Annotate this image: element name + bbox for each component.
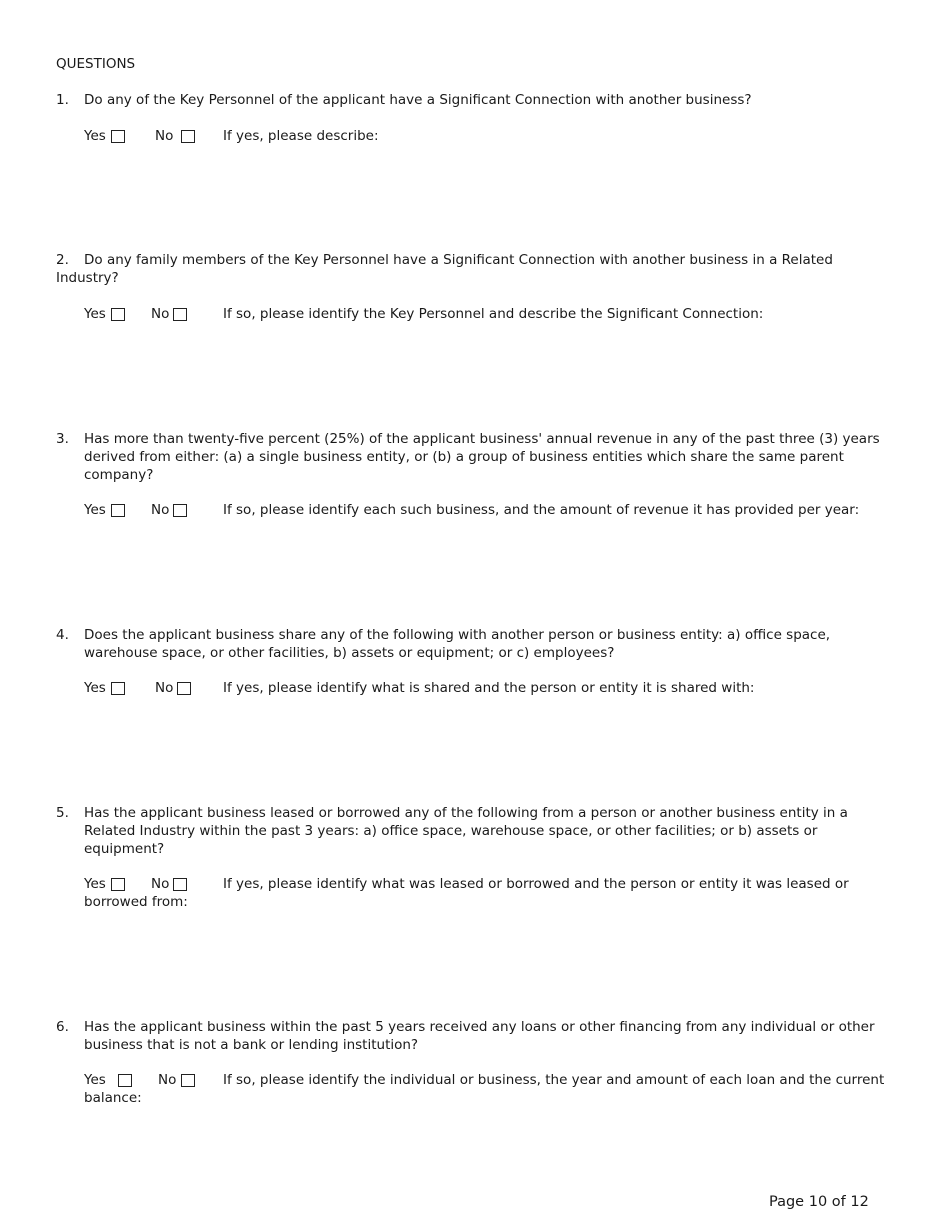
yes-label: Yes bbox=[84, 876, 106, 892]
yes-checkbox[interactable] bbox=[111, 308, 125, 321]
question-text: Does the applicant business share any of the following with another person or business entity: a) office space, warehouse space, or other facilities, b) assets or equipment; or c) employees? bbox=[84, 627, 831, 661]
question-text: Has the applicant business within the past 5 years received any loans or other financing from any individual or other business that is not a bank or lending institution? bbox=[84, 1019, 875, 1053]
question-text: Do any family members of the Key Personnel have a Significant Connection with another business in a Related bbox=[84, 252, 833, 268]
follow-up-text: If so, please identify the individual or business, the year and amount of each loan and the current bbox=[223, 1072, 885, 1088]
no-label: No bbox=[151, 876, 170, 892]
yes-label: Yes bbox=[84, 502, 106, 518]
no-label: No bbox=[151, 306, 170, 322]
no-checkbox[interactable] bbox=[177, 682, 191, 695]
no-checkbox[interactable] bbox=[173, 878, 187, 891]
no-checkbox[interactable] bbox=[173, 504, 187, 517]
yes-checkbox[interactable] bbox=[118, 1074, 132, 1087]
follow-up-text: If so, please identify the Key Personnel and describe the Significant Connection: bbox=[223, 306, 764, 322]
yes-checkbox[interactable] bbox=[111, 504, 125, 517]
yes-label: Yes bbox=[84, 128, 106, 144]
follow-up-text: If yes, please describe: bbox=[223, 128, 379, 144]
question-text: Do any of the Key Personnel of the applicant have a Significant Connection with another business? bbox=[84, 92, 752, 108]
question-text: Has more than twenty-five percent (25%) of the applicant business' annual revenue in any of the past three (3) years derived from either: (a) a single business entity, or (b) a group of business entities which share the same parent company? bbox=[84, 431, 880, 483]
no-label: No bbox=[151, 502, 170, 518]
question-number: 2. bbox=[56, 252, 69, 268]
follow-up-text: If yes, please identify what is shared and the person or entity it is shared with: bbox=[223, 680, 755, 696]
no-checkbox[interactable] bbox=[181, 130, 195, 143]
question-number: 6. bbox=[56, 1019, 69, 1035]
yes-checkbox[interactable] bbox=[111, 878, 125, 891]
question-number: 1. bbox=[56, 92, 69, 108]
question-text-cont: Industry? bbox=[56, 270, 119, 286]
question-number: 3. bbox=[56, 431, 69, 447]
follow-up-text-cont: borrowed from: bbox=[84, 894, 188, 910]
question-number: 4. bbox=[56, 627, 69, 643]
follow-up-text-cont: balance: bbox=[84, 1090, 142, 1106]
no-label: No bbox=[158, 1072, 177, 1088]
yes-label: Yes bbox=[84, 680, 106, 696]
question-text: Has the applicant business leased or borrowed any of the following from a person or another business entity in a Related Industry within the past 3 years: a) office space, warehouse space, or other facilities; or b) assets or equipment? bbox=[84, 805, 848, 857]
yes-label: Yes bbox=[84, 1072, 106, 1088]
question-number: 5. bbox=[56, 805, 69, 821]
no-checkbox[interactable] bbox=[181, 1074, 195, 1087]
page-number: Page 10 of 12 bbox=[769, 1194, 869, 1210]
follow-up-text: If yes, please identify what was leased or borrowed and the person or entity it was leased or bbox=[223, 876, 849, 892]
no-label: No bbox=[155, 128, 174, 144]
yes-checkbox[interactable] bbox=[111, 682, 125, 695]
no-checkbox[interactable] bbox=[173, 308, 187, 321]
section-title: QUESTIONS bbox=[56, 56, 136, 72]
no-label: No bbox=[155, 680, 174, 696]
yes-checkbox[interactable] bbox=[111, 130, 125, 143]
yes-label: Yes bbox=[84, 306, 106, 322]
follow-up-text: If so, please identify each such business, and the amount of revenue it has provided per year: bbox=[223, 502, 860, 518]
